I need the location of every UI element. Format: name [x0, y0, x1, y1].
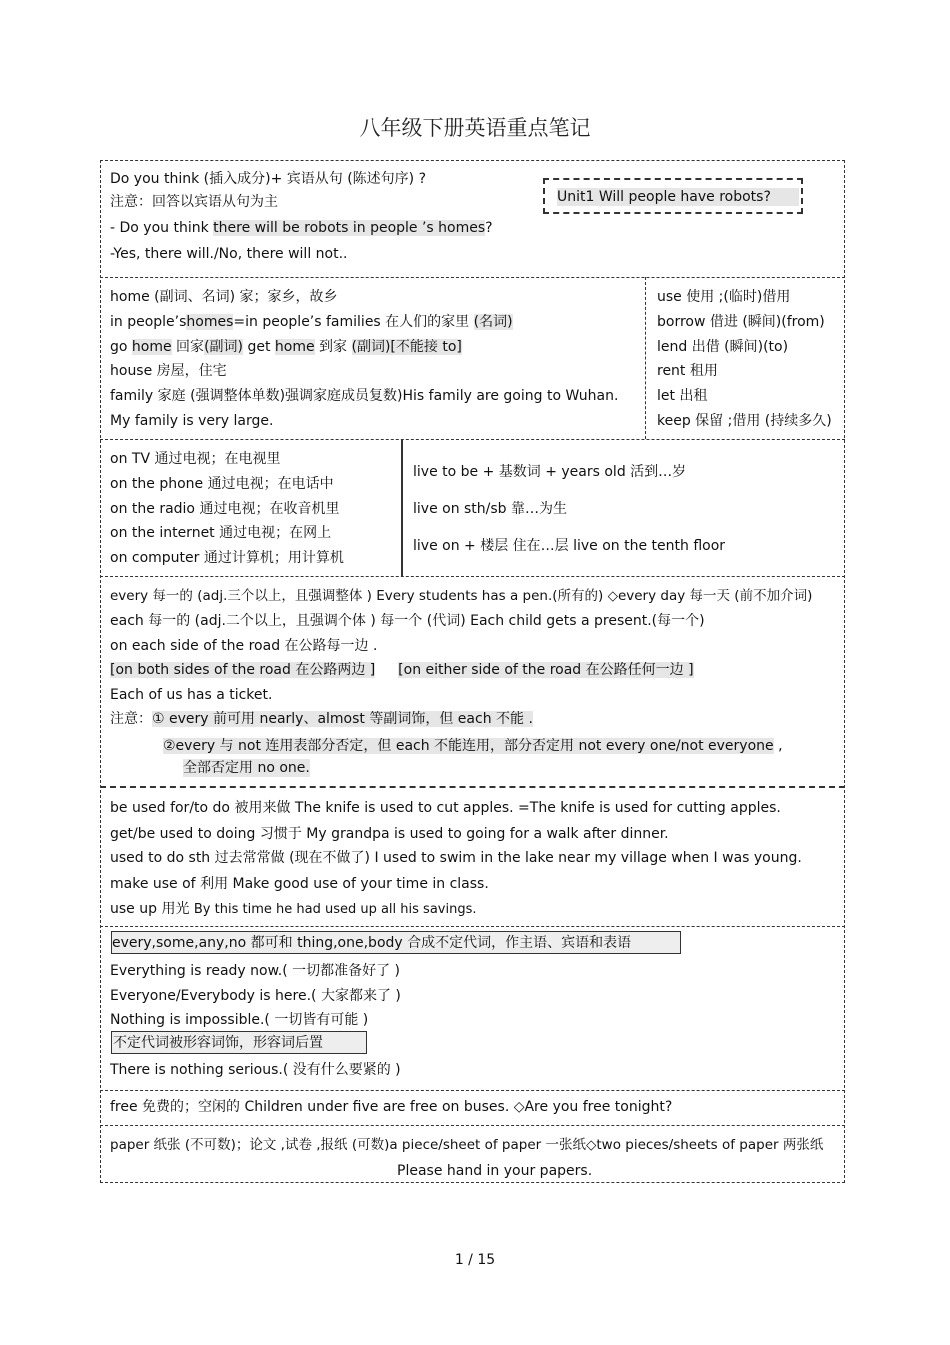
adjective-rule: 不定代词被形容词饰，形容词后置: [113, 1035, 323, 1051]
s7-l1: free 免费的；空闲的 Children under five are free on buses. ◇Are you free tonight?: [110, 1099, 673, 1115]
s2-r3: lend 出借 (瞬间)(to): [657, 339, 789, 355]
section-divider: [100, 439, 845, 440]
s6-l4: There is nothing serious.( 没有什么要紧的 ): [110, 1062, 401, 1078]
s4-l8: 全部否定用 no one.: [183, 760, 310, 776]
s1-line1: Do you think (插入成分)+ 宾语从句 (陈述句序) ?: [110, 171, 427, 187]
s4-l7-a: ②every 与 not 连用表部分否定，但 each 不能连用，部分否定用 not every one/not everyone: [163, 738, 774, 754]
s3-l5: on computer 通过计算机；用计算机: [110, 550, 344, 566]
section-divider: [100, 1090, 845, 1091]
section-divider: [100, 576, 845, 577]
s2-l3-d: (副词): [204, 339, 243, 355]
s5-l5-a: use up 用光: [110, 901, 194, 917]
s5-l1: be used for/to do 被用来做 The knife is used to cut apples. =The knife is used for cutting apples.: [110, 800, 781, 816]
s2-l3-c: 回家: [171, 339, 205, 355]
s3-r2: live on sth/sb 靠…为生: [413, 501, 568, 517]
s5-l5-b: By this time he had used up all his savings.: [193, 902, 477, 917]
s4-l4: [110, 661, 694, 679]
s4-l4-b: [on either side of the road 在公路任何一边 ]: [398, 662, 694, 678]
s2-r5: let 出租: [657, 388, 708, 404]
s2-r1: use 使用 ;(临时)借用: [657, 289, 791, 305]
s3-r1: live to be + 基数词 + years old 活到…岁: [413, 464, 687, 480]
s2-l3-f: home: [274, 339, 315, 355]
s2-l3-h: (副词)[不能接 to]: [351, 339, 462, 355]
section-divider: [100, 1125, 845, 1126]
s5-l3: used to do sth 过去常常做 (现在不做了) I used to swim in the lake near my village when I was young.: [110, 850, 802, 866]
s1-line3-c: ?: [485, 220, 493, 236]
s2-l2: [110, 313, 513, 331]
column-divider: [401, 439, 403, 576]
s2-l1: home (副词、名词) 家；家乡，故乡: [110, 289, 338, 305]
s2-r2: borrow 借进 (瞬间)(from): [657, 314, 825, 330]
document-title: 八年级下册英语重点笔记: [359, 116, 591, 140]
s8-l2: Please hand in your papers.: [397, 1163, 593, 1179]
s3-l3: on the radio 通过电视；在收音机里: [110, 501, 340, 517]
s3-l1: on TV 通过电视；在电视里: [110, 451, 281, 467]
s8-l1: paper 纸张 (不可数)；论文 ,试卷 ,报纸 (可数)a piece/sheet of paper 一张纸◇two pieces/sheets of paper 两张纸: [110, 1137, 824, 1153]
s6-l1: Everything is ready now.( 一切都准备好了 ): [110, 963, 401, 979]
s2-r6: keep 保留 ;借用 (持续多久): [657, 413, 832, 429]
s1-line4: -Yes, there will./No, there will not..: [110, 246, 348, 262]
s2-l6: My family is very large.: [110, 413, 274, 429]
s3-r3: live on + 楼层 住在…层 live on the tenth floor: [413, 538, 726, 554]
s2-l2-d: (名词): [473, 314, 513, 330]
section-divider: [100, 786, 845, 788]
column-divider: [645, 277, 646, 439]
s3-l2: on the phone 通过电视；在电话中: [110, 476, 334, 492]
s4-l7: [163, 737, 783, 755]
unit-title: Unit1 Will people have robots?: [557, 188, 799, 206]
s4-l6-a: 注意：: [110, 711, 152, 727]
s2-l3-b: home: [131, 339, 172, 355]
pronoun-rule-box: [111, 931, 681, 954]
section-divider: [100, 277, 845, 278]
s2-l2-a: in people’s: [110, 314, 187, 330]
s6-l2: Everyone/Everybody is here.( 大家都来了 ): [110, 988, 401, 1004]
adjective-rule-box: [111, 1031, 367, 1054]
s4-l6: [110, 710, 533, 728]
s1-line3: [110, 219, 493, 237]
s4-l6-b: ① every 前可用 nearly、almost 等副词饰，但 each 不能 .: [152, 711, 533, 727]
s4-l5: Each of us has a ticket.: [110, 687, 273, 703]
s2-l5: family 家庭 (强调整体单数)强调家庭成员复数)His family are going to Wuhan.: [110, 388, 619, 404]
s2-l3: [110, 338, 462, 356]
s2-r4: rent 租用: [657, 363, 718, 379]
s4-l4-a: [on both sides of the road 在公路两边 ]: [110, 662, 376, 678]
s4-l7-c: ,: [773, 738, 783, 754]
s2-l2-b: homes: [186, 314, 234, 330]
s1-line2: 注意：回答以宾语从句为主: [110, 194, 278, 210]
s2-l2-c: =in people’s families 在人们的家里: [233, 314, 474, 330]
s4-l3: on each side of the road 在公路每一边 .: [110, 638, 378, 654]
s2-l3-g: 到家: [314, 339, 352, 355]
s1-line3-highlight: there will be robots in people ’s homes: [213, 220, 486, 236]
s5-l5: [110, 900, 477, 919]
s5-l2: get/be used to doing 习惯于 My grandpa is used to going for a walk after dinner.: [110, 826, 669, 842]
s2-l4: house 房屋，住宅: [110, 363, 227, 379]
s4-l2: each 每一的 (adj.二个以上，且强调个体 ) 每一个 (代词) Each child gets a present.(每一个): [110, 613, 705, 629]
pronoun-rule: every,some,any,no 都可和 thing,one,body 合成不定代词，作主语、宾语和表语: [112, 935, 632, 951]
s5-l4: make use of 利用 Make good use of your time in class.: [110, 876, 489, 892]
s3-l4: on the internet 通过电视；在网上: [110, 525, 332, 541]
page-number: 1 / 15: [454, 1252, 496, 1268]
s2-l3-e: get: [243, 339, 275, 355]
s4-l1: every 每一的 (adj.三个以上，且强调整体 ) Every students has a pen.(所有的) ◇every day 每一天 (前不加介词): [110, 588, 813, 604]
unit-title-box: [543, 178, 803, 214]
s6-l3: Nothing is impossible.( 一切皆有可能 ): [110, 1012, 369, 1028]
s2-l3-a: go: [110, 339, 132, 355]
s1-line3-a: - Do you think: [110, 220, 214, 236]
section-divider: [100, 926, 845, 927]
